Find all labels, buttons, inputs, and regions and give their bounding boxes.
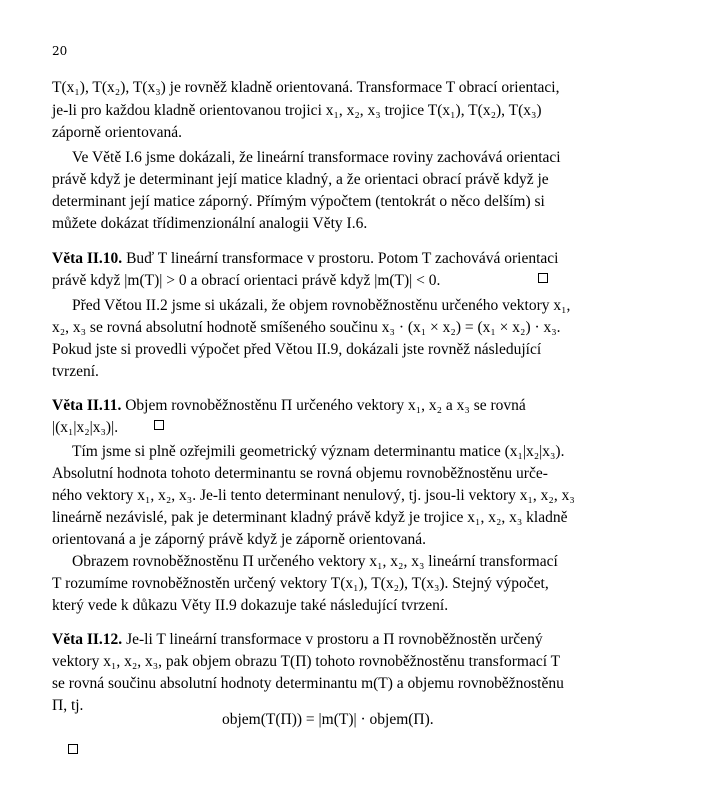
page-number: 20 xyxy=(52,44,68,58)
text-line: Před Větou II.2 jsme si ukázali, že objem rovnoběžnostěnu určeného vektory x₁, xyxy=(72,297,571,314)
text-line: x₂, x₃ se rovná absolutní hodnotě smíšeného součinu x₃ · (x₁ × x₂) = (x₁ × x₂) · x₃. xyxy=(52,319,561,336)
theorem-line xyxy=(52,632,543,648)
text-line: právě když je determinant její matice kladný, a že orientaci obrací právě když je xyxy=(52,171,549,188)
text-line: T(x₁), T(x₂), T(x₃) je rovněž kladně orientovaná. Transformace T obrací orientaci, xyxy=(52,79,560,96)
theorem-line xyxy=(52,251,559,267)
theorem-line: Π, tj. xyxy=(52,697,84,714)
text-line: můžete dokázat třídimenzionální analogii Věty I.6. xyxy=(52,215,368,232)
theorem-line: právě když |m(T)| > 0 a obrací orientaci právě když |m(T)| < 0. xyxy=(52,272,441,289)
theorem-line xyxy=(52,398,526,414)
theorem-line: se rovná součinu absolutní hodnoty determinantu m(T) a objemu rovnoběžnostěnu xyxy=(52,675,564,692)
text-line: tvrzení. xyxy=(52,363,99,380)
text-line: T rozumíme rovnoběžnostěn určený vektory T(x₁), T(x₂), T(x₃). Stejný výpočet, xyxy=(52,575,549,592)
theorem-label: Věta II.10. xyxy=(52,250,123,267)
theorem-line: |(x₁|x₂|x₃)|. xyxy=(52,419,119,436)
theorem-text: Objem rovnoběžnostěnu Π určeného vektory x₁, x₂ a x₃ se rovná xyxy=(125,397,526,414)
qed-box xyxy=(538,273,548,283)
text-line: Absolutní hodnota tohoto determinantu se rovná objemu rovnoběžnostěnu urče- xyxy=(52,465,548,482)
display-formula: objem(T(Π)) = |m(T)| · objem(Π). xyxy=(222,711,434,728)
qed-box xyxy=(154,420,164,430)
text-line: Pokud jste si provedli výpočet před Větou II.9, dokázali jste rovněž následující xyxy=(52,341,542,358)
text-line: je-li pro každou kladně orientovanou trojici x₁, x₂, x₃ trojice T(x₁), T(x₂), T(x₃) xyxy=(52,102,542,119)
theorem-text: Buď T lineární transformace v prostoru. Potom T zachovává orientaci xyxy=(126,250,559,267)
theorem-text: Je-li T lineární transformace v prostoru a Π rovnoběžnostěn určený xyxy=(126,631,543,648)
text-line: determinant její matice záporný. Přímým výpočtem (tentokrát o něco delším) si xyxy=(52,193,545,210)
theorem-label: Věta II.12. xyxy=(52,631,123,648)
text-line: lineárně nezávislé, pak je determinant kladný právě když je trojice x₁, x₂, x₃ kladně xyxy=(52,509,568,526)
text-line: Ve Větě I.6 jsme dokázali, že lineární transformace roviny zachovává orientaci xyxy=(72,149,561,166)
theorem-line: vektory x₁, x₂, x₃, pak objem obrazu T(Π) tohoto rovnoběžnostěnu transformací T xyxy=(52,653,561,670)
theorem-label: Věta II.11. xyxy=(52,397,122,414)
text-line: ného vektory x₁, x₂, x₃. Je-li tento determinant nenulový, tj. jsou-li vektory x₁, x₂, x₃ xyxy=(52,487,575,504)
text-line: záporně orientovaná. xyxy=(52,124,182,141)
text-line: Tím jsme si plně ozřejmili geometrický význam determinantu matice (x₁|x₂|x₃). xyxy=(72,443,565,460)
text-line: Obrazem rovnoběžnostěnu Π určeného vektory x₁, x₂, x₃ lineární transformací xyxy=(72,553,558,570)
text-line: který vede k důkazu Věty II.9 dokazuje také následující tvrzení. xyxy=(52,597,449,614)
text-line: orientovaná a je záporný právě když je záporně orientovaná. xyxy=(52,531,426,548)
qed-box xyxy=(68,744,78,754)
